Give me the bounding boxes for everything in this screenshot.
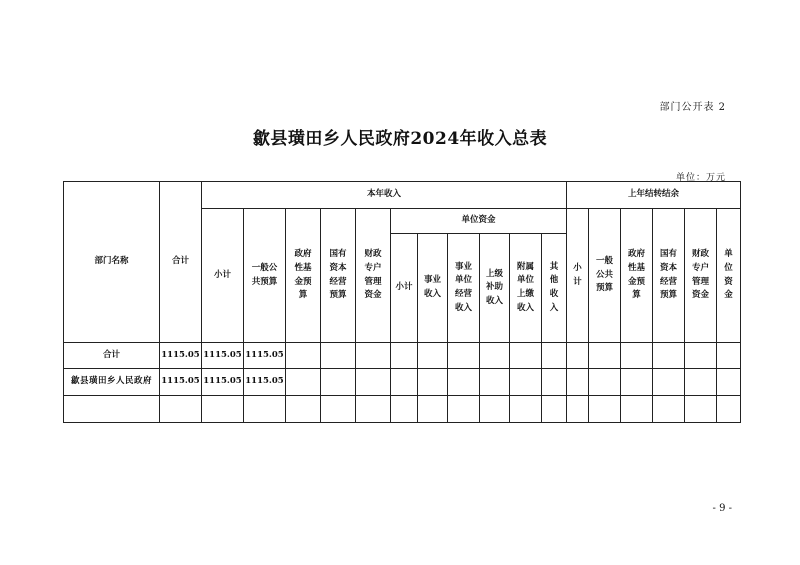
table-row [64, 343, 741, 369]
row-total-general: 1115.05 [244, 343, 286, 369]
header-unit-subtotal: 小计 [391, 234, 418, 343]
header-prior-fiscal-special: 财政 专户 管理 资金 [685, 209, 717, 343]
header-total: 合计 [160, 182, 202, 343]
header-unit-other-income: 其 他 收 入 [542, 234, 567, 343]
header-unit-operating-income: 事业 单位 经营 收入 [448, 234, 480, 343]
header-cur-general-budget: 一般公 共预算 [244, 209, 286, 343]
unit-label: 单位：万元 [675, 173, 726, 183]
page-number: - 9 - [712, 503, 732, 514]
header-cur-fund-budget: 政府 性基 金预 算 [286, 209, 321, 343]
header-current-year-income: 本年收入 [202, 182, 567, 209]
row-dept-general: 1115.05 [244, 369, 286, 396]
header-prior-unit-funds: 单 位 资 金 [717, 209, 741, 343]
header-unit-funds: 单位资金 [391, 209, 567, 234]
header-prior-state-capital: 国有 资本 经营 预算 [653, 209, 685, 343]
header-unit-superior-subsidy: 上级 补助 收入 [480, 234, 510, 343]
row-dept-name: 歙县璜田乡人民政府 [64, 369, 160, 396]
header-cur-fiscal-special: 财政 专户 管理 资金 [356, 209, 391, 343]
row-total-name: 合计 [64, 343, 160, 369]
header-prior-subtotal: 小 计 [567, 209, 589, 343]
table-number-label: 部门公开表 2 [659, 102, 726, 113]
header-dept-name: 部门名称 [64, 182, 160, 343]
row-total-total: 1115.05 [160, 343, 202, 369]
table-row [64, 396, 741, 423]
row-dept-subtotal: 1115.05 [202, 369, 244, 396]
row-total-subtotal: 1115.05 [202, 343, 244, 369]
header-cur-state-capital: 国有 资本 经营 预算 [321, 209, 356, 343]
header-cur-subtotal: 小计 [202, 209, 244, 343]
row-dept-total: 1115.05 [160, 369, 202, 396]
header-prior-general-budget: 一般 公共 预算 [589, 209, 621, 343]
document-title: 歙县璜田乡人民政府2024年收入总表 [252, 129, 548, 149]
header-unit-affiliated-income: 附属 单位 上缴 收入 [510, 234, 542, 343]
table-row [64, 369, 741, 396]
income-summary-table [63, 181, 741, 423]
header-prior-year-carryover: 上年结转结余 [567, 182, 741, 209]
header-prior-fund-budget: 政府 性基 金预 算 [621, 209, 653, 343]
header-unit-business-income: 事业 收入 [418, 234, 448, 343]
